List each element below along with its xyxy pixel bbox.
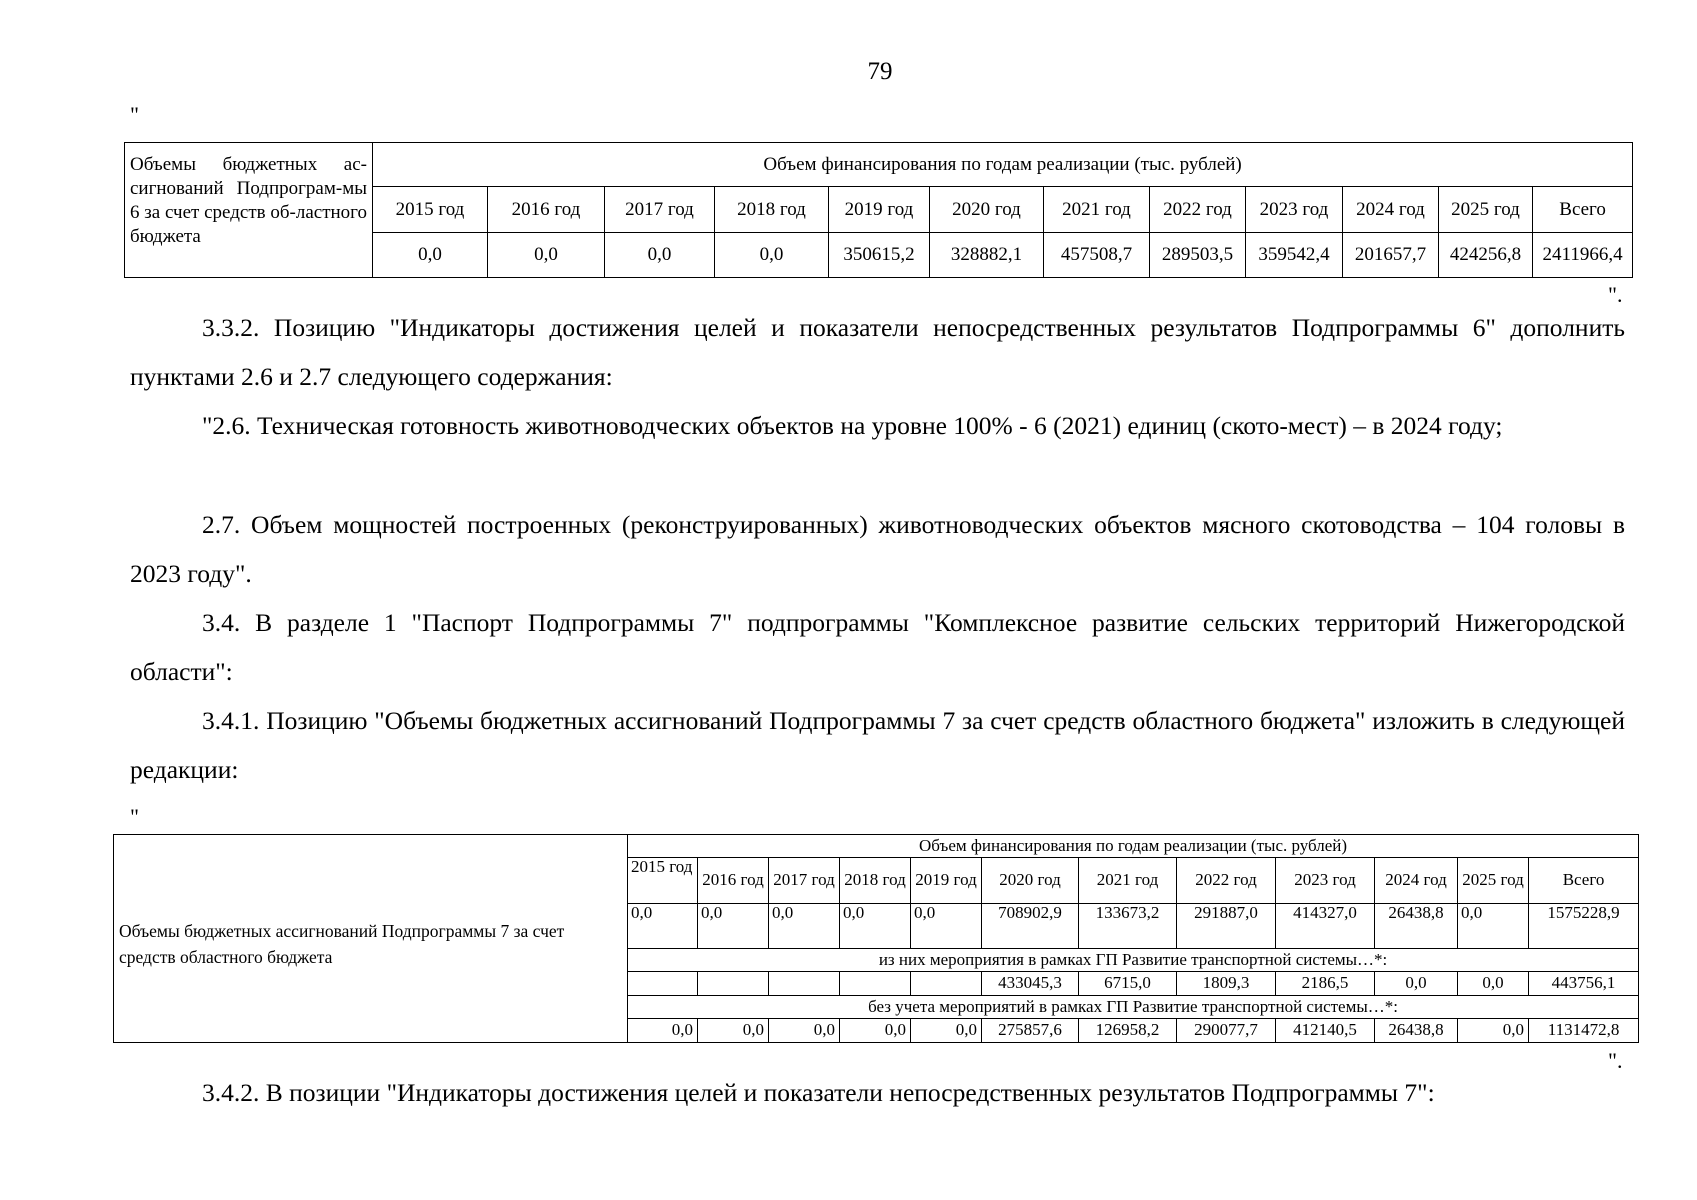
table2-value-2020: 708902,9 bbox=[982, 903, 1079, 948]
table1-value-2024: 201657,7 bbox=[1343, 233, 1439, 278]
table2-transport-2023: 2186,5 bbox=[1276, 972, 1375, 995]
table2-transport-2025: 0,0 bbox=[1458, 972, 1529, 995]
table-subprogram-7-budget bbox=[113, 834, 1639, 1043]
table1-value-2020: 328882,1 bbox=[930, 233, 1044, 278]
opening-quote-2: " bbox=[130, 804, 139, 829]
table2-excl-2022: 290077,7 bbox=[1177, 1018, 1276, 1042]
table1-year-2019: 2019 год bbox=[829, 187, 930, 233]
paragraph-3-4: 3.4. В разделе 1 "Паспорт Подпрограммы 7" подпрограммы "Комплексное развитие сельских территорий Нижегородской области": bbox=[130, 608, 1625, 686]
table2-transport-2018 bbox=[840, 972, 911, 995]
table1-value-2022: 289503,5 bbox=[1150, 233, 1246, 278]
table1-value-2016: 0,0 bbox=[488, 233, 605, 278]
table2-year-2025: 2025 год bbox=[1458, 858, 1529, 903]
table1-value-2021: 457508,7 bbox=[1044, 233, 1150, 278]
table1-year-2020: 2020 год bbox=[930, 187, 1044, 233]
table2-value-2021: 133673,2 bbox=[1079, 903, 1177, 948]
table2-value-2016: 0,0 bbox=[698, 903, 769, 948]
table1-value-2017: 0,0 bbox=[605, 233, 715, 278]
table2-year-2022: 2022 год bbox=[1177, 858, 1276, 903]
table1-header: Объем финансирования по годам реализации (тыс. рублей) bbox=[373, 143, 1633, 187]
table2-year-2019: 2019 год bbox=[911, 858, 982, 903]
table1-year-2024: 2024 год bbox=[1343, 187, 1439, 233]
table2-subheader-excluding-transport: без учета мероприятий в рамках ГП Развитие транспортной системы…*: bbox=[628, 995, 1639, 1018]
table2-value-total: 1575228,9 bbox=[1529, 903, 1639, 948]
table2-value-2023: 414327,0 bbox=[1276, 903, 1375, 948]
paragraph-2-6: "2.6. Техническая готовность животноводческих объектов на уровне 100% - 6 (2021) единиц (ското-мест) – в 2024 году; bbox=[202, 411, 1503, 440]
table2-year-2021: 2021 год bbox=[1079, 858, 1177, 903]
table2-transport-2020: 433045,3 bbox=[982, 972, 1079, 995]
table2-excl-total: 1131472,8 bbox=[1529, 1018, 1639, 1042]
table2-excl-2018: 0,0 bbox=[840, 1018, 911, 1042]
table2-value-2022: 291887,0 bbox=[1177, 903, 1276, 948]
table2-excl-2024: 26438,8 bbox=[1375, 1018, 1458, 1042]
table2-value-2024: 26438,8 bbox=[1375, 903, 1458, 948]
table1-year-2015: 2015 год bbox=[373, 187, 488, 233]
table1-value-2018: 0,0 bbox=[715, 233, 829, 278]
page-number: 79 bbox=[867, 58, 893, 85]
table2-year-2016: 2016 год bbox=[698, 858, 769, 903]
table1-row-label: Объемы бюджетных ас-сигнований Подпрограм-мы 6 за счет средств об-ластного бюджета bbox=[125, 143, 373, 278]
table1-year-2022: 2022 год bbox=[1150, 187, 1246, 233]
table2-transport-total: 443756,1 bbox=[1529, 972, 1639, 995]
table1-closing-quote: ". bbox=[1608, 282, 1623, 307]
table2-year-2015: 2015 год bbox=[628, 858, 698, 903]
table2-excl-2023: 412140,5 bbox=[1276, 1018, 1375, 1042]
paragraph-3-3-2: 3.3.2. Позицию "Индикаторы достижения целей и показатели непосредственных результатов Подпрограммы 6" дополнить пунктами 2.6 и 2.7 следующего содержания: bbox=[130, 313, 1625, 391]
table2-value-2018: 0,0 bbox=[840, 903, 911, 948]
table2-total-header: Всего bbox=[1529, 858, 1639, 903]
table2-excl-2020: 275857,6 bbox=[982, 1018, 1079, 1042]
table2-transport-2022: 1809,3 bbox=[1177, 972, 1276, 995]
table2-transport-2017 bbox=[769, 972, 840, 995]
table1-year-2016: 2016 год bbox=[488, 187, 605, 233]
table2-transport-2015 bbox=[628, 972, 698, 995]
table1-total-header: Всего bbox=[1533, 187, 1633, 233]
table1-year-2018: 2018 год bbox=[715, 187, 829, 233]
table2-transport-2024: 0,0 bbox=[1375, 972, 1458, 995]
table2-excl-2015: 0,0 bbox=[628, 1018, 698, 1042]
table2-transport-2016 bbox=[698, 972, 769, 995]
paragraph-2-7: 2.7. Объем мощностей построенных (реконструированных) животноводческих объектов мясного скотоводства – 104 головы в 2023 году". bbox=[130, 510, 1625, 588]
table2-excl-2016: 0,0 bbox=[698, 1018, 769, 1042]
table2-year-2017: 2017 год bbox=[769, 858, 840, 903]
paragraph-3-4-2: 3.4.2. В позиции "Индикаторы достижения целей и показатели непосредственных результатов Подпрограммы 7": bbox=[202, 1078, 1435, 1107]
table2-closing-quote: ". bbox=[1608, 1048, 1623, 1073]
table2-transport-2019 bbox=[911, 972, 982, 995]
table2-excl-2025: 0,0 bbox=[1458, 1018, 1529, 1042]
table2-excl-2021: 126958,2 bbox=[1079, 1018, 1177, 1042]
table2-year-2024: 2024 год bbox=[1375, 858, 1458, 903]
table2-subheader-transport: из них мероприятия в рамках ГП Развитие транспортной системы…*: bbox=[628, 949, 1639, 972]
table2-year-2018: 2018 год bbox=[840, 858, 911, 903]
table2-value-2025: 0,0 bbox=[1458, 903, 1529, 948]
table1-year-2021: 2021 год bbox=[1044, 187, 1150, 233]
table1-value-2019: 350615,2 bbox=[829, 233, 930, 278]
paragraph-3-4-1: 3.4.1. Позицию "Объемы бюджетных ассигнований Подпрограммы 7 за счет средств областного бюджета" изложить в следующей редакции: bbox=[130, 706, 1625, 784]
table2-header: Объем финансирования по годам реализации (тыс. рублей) bbox=[628, 835, 1639, 858]
table1-value-total: 2411966,4 bbox=[1533, 233, 1633, 278]
table-subprogram-6-budget bbox=[124, 142, 1633, 278]
table2-value-2015: 0,0 bbox=[628, 903, 698, 948]
table2-year-2023: 2023 год bbox=[1276, 858, 1375, 903]
table1-year-2017: 2017 год bbox=[605, 187, 715, 233]
opening-quote: " bbox=[130, 102, 139, 127]
table2-row-label: Объемы бюджетных ассигнований Подпрограммы 7 за счет средств областного бюджета bbox=[114, 835, 628, 1043]
table2-excl-2019: 0,0 bbox=[911, 1018, 982, 1042]
table2-value-2017: 0,0 bbox=[769, 903, 840, 948]
table1-value-2025: 424256,8 bbox=[1439, 233, 1533, 278]
table2-excl-2017: 0,0 bbox=[769, 1018, 840, 1042]
table1-year-2023: 2023 год bbox=[1246, 187, 1343, 233]
table1-value-2023: 359542,4 bbox=[1246, 233, 1343, 278]
table1-year-2025: 2025 год bbox=[1439, 187, 1533, 233]
table2-value-2019: 0,0 bbox=[911, 903, 982, 948]
table2-year-2020: 2020 год bbox=[982, 858, 1079, 903]
table2-transport-2021: 6715,0 bbox=[1079, 972, 1177, 995]
table1-value-2015: 0,0 bbox=[373, 233, 488, 278]
